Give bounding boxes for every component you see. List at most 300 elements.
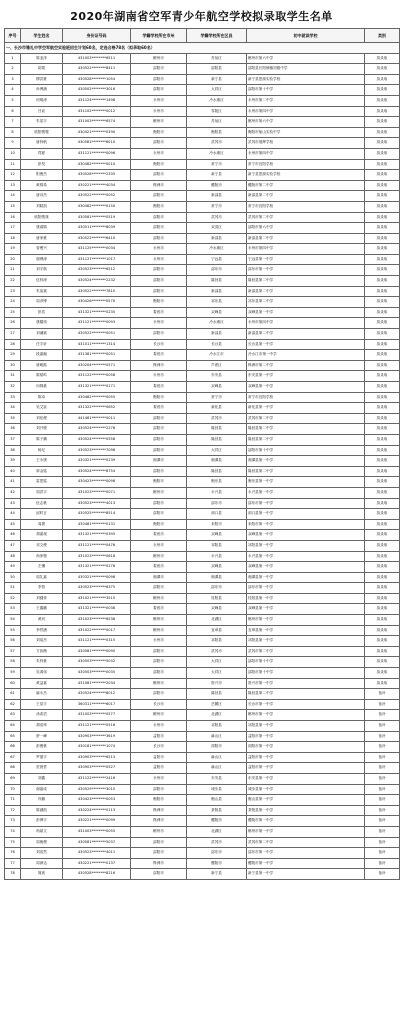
id-number-cell: 431121********0476	[63, 540, 131, 551]
city-cell: 邵阳市	[131, 138, 187, 149]
category-cell: 拟录取	[365, 127, 400, 138]
student-name-cell: 廖金铭	[21, 466, 63, 477]
id-number-cell: 430523********4013	[63, 498, 131, 509]
city-cell: 永州市	[131, 540, 187, 551]
id-number-cell: 430423********0098	[63, 477, 131, 488]
student-name-cell: 陈涵凯	[21, 805, 63, 816]
table-row	[5, 85, 400, 96]
district-cell: 冷水滩区	[187, 148, 247, 159]
school-cell: 益阳市第一中学	[247, 752, 365, 763]
school-cell: 新邵县第二中学	[247, 329, 365, 340]
id-number-cell: 431321********0235	[63, 307, 131, 318]
row-number-cell: 73	[5, 816, 21, 827]
category-cell: 拟录取	[365, 297, 400, 308]
category-cell: 备补	[365, 710, 400, 721]
row-number-cell: 11	[5, 159, 21, 170]
category-cell: 拟录取	[365, 265, 400, 276]
school-cell: 宁远县第一中学	[247, 254, 365, 265]
table-row	[5, 212, 400, 223]
city-cell: 娄底市	[131, 562, 187, 573]
category-cell: 拟录取	[365, 657, 400, 668]
city-cell: 邵阳市	[131, 170, 187, 181]
city-cell: 郴州市	[131, 593, 187, 604]
table-row	[5, 763, 400, 774]
student-name-cell: 任宇轩	[21, 339, 63, 350]
city-cell: 衡阳市	[131, 795, 187, 806]
school-cell: 郴州市第一中学	[247, 615, 365, 626]
student-name-cell: 谢博涛	[21, 254, 63, 265]
row-number-cell: 77	[5, 858, 21, 869]
city-cell: 邵阳市	[131, 657, 187, 668]
category-cell: 拟录取	[365, 170, 400, 181]
id-number-cell: 430482********015X	[63, 201, 131, 212]
city-cell: 邵阳市	[131, 668, 187, 679]
student-name-cell: 方致衡	[21, 646, 63, 657]
category-cell: 拟录取	[365, 350, 400, 361]
student-name-cell: 吕宸	[21, 106, 63, 117]
category-cell: 拟录取	[365, 498, 400, 509]
student-name-cell: 陈韬鸣	[21, 371, 63, 382]
district-cell: 衡东县	[187, 477, 247, 488]
category-cell: 拟录取	[365, 604, 400, 615]
id-number-cell: 430523********7098	[63, 445, 131, 456]
id-number-cell: 431121********0516	[63, 721, 131, 732]
student-name-cell: 彭博宇	[21, 816, 63, 827]
row-number-cell: 58	[5, 657, 21, 668]
school-cell: 新化县第一中学	[247, 403, 365, 414]
student-name-cell: 刘佳俊	[21, 413, 63, 424]
city-cell: 益阳市	[131, 731, 187, 742]
table-row	[5, 498, 400, 509]
category-cell: 拟录取	[365, 106, 400, 117]
school-cell: 祁阳县第一中学	[247, 540, 365, 551]
student-name-cell: 康睿锦	[21, 223, 63, 234]
student-name-cell: 邱时言	[21, 509, 63, 520]
id-number-cell: 430204********0571	[63, 360, 131, 371]
id-number-cell: 430423********0053	[63, 795, 131, 806]
table-row	[5, 265, 400, 276]
student-name-cell: 尚家骏	[21, 551, 63, 562]
row-number-cell: 4	[5, 85, 21, 96]
district-cell: 赫山区	[187, 731, 247, 742]
school-cell: 隆回县第二中学	[247, 689, 365, 700]
row-number-cell: 59	[5, 668, 21, 679]
school-cell: 浏阳市第一中学	[247, 742, 365, 753]
district-cell: 新邵县	[187, 191, 247, 202]
student-name-cell: 周捷	[21, 519, 63, 530]
city-cell: 娄底市	[131, 403, 187, 414]
row-number-cell: 76	[5, 848, 21, 859]
table-row	[5, 805, 400, 816]
school-cell: 永州市第四中学	[247, 106, 365, 117]
id-number-cell: 430528********1054	[63, 74, 131, 85]
city-cell: 株洲市	[131, 180, 187, 191]
student-name-cell: 陈亚泽	[21, 53, 63, 64]
city-cell: 娄底市	[131, 350, 187, 361]
id-number-cell: 431121********0093	[63, 318, 131, 329]
city-cell: 衡阳市	[131, 201, 187, 212]
district-cell: 洞口县	[187, 509, 247, 520]
city-cell: 邵阳市	[131, 223, 187, 234]
category-cell: 备补	[365, 731, 400, 742]
school-cell: 永州市第二中学	[247, 95, 365, 106]
school-cell: 醴陵市第一中学	[247, 816, 365, 827]
id-number-cell: 430581********0090	[63, 646, 131, 657]
district-cell: 隆回县	[187, 466, 247, 477]
district-cell: 邵东市	[187, 498, 247, 509]
district-cell: 冷水江市	[187, 350, 247, 361]
category-cell: 备补	[365, 826, 400, 837]
student-name-cell: 周润达	[21, 858, 63, 869]
city-cell: 邵阳市	[131, 329, 187, 340]
district-cell: 祁阳县	[187, 540, 247, 551]
city-cell: 郴州市	[131, 710, 187, 721]
category-cell: 拟录取	[365, 456, 400, 467]
table-row	[5, 519, 400, 530]
table-row	[5, 710, 400, 721]
table-row	[5, 403, 400, 414]
category-cell: 备补	[365, 742, 400, 753]
school-cell: 永兴县第一中学	[247, 487, 365, 498]
column-header: 学生姓名	[21, 29, 63, 43]
school-cell: 隆回县第二中学	[247, 424, 365, 435]
row-number-cell: 72	[5, 805, 21, 816]
school-cell: 衡东县第一中学	[247, 477, 365, 488]
city-cell: 邵阳市	[131, 276, 187, 287]
id-number-cell: 430903********6513	[63, 752, 131, 763]
city-cell: 益阳市	[131, 752, 187, 763]
city-cell: 邵阳市	[131, 869, 187, 880]
row-number-cell: 66	[5, 742, 21, 753]
row-number-cell: 27	[5, 329, 21, 340]
student-name-cell: 刘健蒂	[21, 593, 63, 604]
school-cell: 益阳市第一中学	[247, 731, 365, 742]
student-name-cell: 胡果	[21, 64, 63, 75]
category-cell: 备补	[365, 837, 400, 848]
id-number-cell: 430523********4011	[63, 848, 131, 859]
city-cell: 邵阳市	[131, 233, 187, 244]
table-row	[5, 625, 400, 636]
student-name-cell: 阳俊杰	[21, 170, 63, 181]
table-row	[5, 297, 400, 308]
district-cell: 双峰县	[187, 604, 247, 615]
school-cell: 永兴县第一中学	[247, 551, 365, 562]
category-cell: 备补	[365, 752, 400, 763]
table-row	[5, 456, 400, 467]
table-row	[5, 286, 400, 297]
id-number-cell: 430525********8514	[63, 509, 131, 520]
category-cell: 拟录取	[365, 636, 400, 647]
category-cell: 拟录取	[365, 540, 400, 551]
school-cell: 邵东市第一中学	[247, 265, 365, 276]
category-cell: 拟录取	[365, 64, 400, 75]
school-cell: 常宁市宜阳学校	[247, 159, 365, 170]
id-number-cell: 431102********0012	[63, 106, 131, 117]
row-number-cell: 1	[5, 53, 21, 64]
district-cell: 冷水滩区	[187, 318, 247, 329]
student-name-cell: 李哲涵	[21, 625, 63, 636]
school-cell: 醴陵市第二中学	[247, 180, 365, 191]
school-cell: 新宁县第一中学	[247, 869, 365, 880]
student-name-cell: 尚斌文	[21, 826, 63, 837]
table-row	[5, 276, 400, 287]
student-name-cell: 王星宇	[21, 699, 63, 710]
table-row	[5, 95, 400, 106]
row-number-cell: 44	[5, 509, 21, 520]
category-cell: 拟录取	[365, 254, 400, 265]
id-number-cell: 431023********0071	[63, 487, 131, 498]
district-cell: 浏阳市	[187, 742, 247, 753]
student-name-cell: 朱星宇	[21, 117, 63, 128]
category-cell: 拟录取	[365, 509, 400, 520]
id-number-cell: 430903********3619	[63, 731, 131, 742]
city-cell: 株洲市	[131, 858, 187, 869]
category-cell: 备补	[365, 721, 400, 732]
row-number-cell: 48	[5, 551, 21, 562]
id-number-cell: 430524********2232	[63, 276, 131, 287]
table-row	[5, 636, 400, 647]
id-number-cell: 430903********0527	[63, 763, 131, 774]
district-cell: 醴陵市	[187, 180, 247, 191]
district-cell: 武冈市	[187, 837, 247, 848]
column-header: 学籍学校所在市州	[131, 29, 187, 43]
table-row	[5, 562, 400, 573]
table-row	[5, 540, 400, 551]
school-cell: 邵阳市第十中学	[247, 85, 365, 96]
district-cell: 长沙县	[187, 339, 247, 350]
category-cell: 拟录取	[365, 371, 400, 382]
row-number-cell: 36	[5, 424, 21, 435]
city-cell: 湘潭市	[131, 572, 187, 583]
row-number-cell: 30	[5, 360, 21, 371]
id-number-cell: 430221********0099	[63, 816, 131, 827]
id-number-cell: 430524********8012	[63, 689, 131, 700]
student-name-cell: 朱宸斌	[21, 286, 63, 297]
city-cell: 益阳市	[131, 763, 187, 774]
school-cell: 双峰县第一中学	[247, 530, 365, 541]
city-cell: 永州市	[131, 773, 187, 784]
row-number-cell: 52	[5, 593, 21, 604]
id-number-cell: 431021********3515	[63, 593, 131, 604]
student-name-cell: 罗蔓宇	[21, 752, 63, 763]
category-cell: 备补	[365, 699, 400, 710]
city-cell: 衡阳市	[131, 477, 187, 488]
row-number-cell: 34	[5, 403, 21, 414]
column-header: 身份证号码	[63, 29, 131, 43]
school-cell: 新邵县第二中学	[247, 233, 365, 244]
district-cell: 新宁县	[187, 170, 247, 181]
district-cell: 邵东市	[187, 583, 247, 594]
district-cell: 武冈市	[187, 413, 247, 424]
school-cell: 邵东市第一中学	[247, 848, 365, 859]
student-name-cell: 杨玘	[21, 445, 63, 456]
category-cell: 拟录取	[365, 339, 400, 350]
row-number-cell: 39	[5, 456, 21, 467]
category-cell: 拟录取	[365, 434, 400, 445]
student-name-cell: 黄锦希	[21, 180, 63, 191]
district-cell: 隆回县	[187, 434, 247, 445]
row-number-cell: 38	[5, 445, 21, 456]
district-cell: 祁东县	[187, 297, 247, 308]
table-row	[5, 434, 400, 445]
table-row	[5, 657, 400, 668]
id-number-cell: 430522********641X	[63, 233, 131, 244]
student-name-cell: 孙博涵	[21, 85, 63, 96]
table-row	[5, 445, 400, 456]
student-name-cell: 周洪宇	[21, 487, 63, 498]
student-name-cell: 彭俊豪	[21, 742, 63, 753]
row-number-cell: 16	[5, 212, 21, 223]
table-row	[5, 127, 400, 138]
id-number-cell: 431122********0058	[63, 371, 131, 382]
school-cell: 醴陵市第一中学	[247, 858, 365, 869]
city-cell: 长沙市	[131, 742, 187, 753]
id-number-cell: 430221********0137	[63, 858, 131, 869]
id-number-cell: 430221********4034	[63, 180, 131, 191]
table-row	[5, 360, 400, 371]
school-cell: 郴州市第一中学	[247, 710, 365, 721]
row-number-cell: 41	[5, 477, 21, 488]
district-cell: 祁阳县	[187, 636, 247, 647]
district-cell: 桂阳县	[187, 593, 247, 604]
id-number-cell: 431321********0276	[63, 562, 131, 573]
row-number-cell: 26	[5, 318, 21, 329]
category-cell: 拟录取	[365, 53, 400, 64]
city-cell: 娄底市	[131, 530, 187, 541]
table-row	[5, 424, 400, 435]
id-number-cell: 430522********0051	[63, 329, 131, 340]
header-row	[5, 29, 400, 43]
school-cell: 益阳市第一中学	[247, 763, 365, 774]
city-cell: 邵阳市	[131, 445, 187, 456]
district-cell: 邵东市	[187, 848, 247, 859]
category-cell: 拟录取	[365, 646, 400, 657]
table-row	[5, 382, 400, 393]
table-row	[5, 699, 400, 710]
school-cell: 株洲市第二中学	[247, 360, 365, 371]
table-row	[5, 795, 400, 806]
school-cell: 双峰县第一中学	[247, 382, 365, 393]
row-number-cell: 25	[5, 307, 21, 318]
row-number-cell: 53	[5, 604, 21, 615]
row-number-cell: 51	[5, 583, 21, 594]
district-cell: 苏仙区	[187, 53, 247, 64]
school-cell: 郴州市第一中学	[247, 826, 365, 837]
id-number-cell: 430481********0131	[63, 519, 131, 530]
category-cell: 拟录取	[365, 233, 400, 244]
id-number-cell: 431125********0034	[63, 244, 131, 255]
district-cell: 隆回县	[187, 689, 247, 700]
id-number-cell: 430581********5037	[63, 837, 131, 848]
district-cell: 东安县	[187, 773, 247, 784]
district-cell: 湘潭县	[187, 572, 247, 583]
student-name-cell: 肖鹏	[21, 795, 63, 806]
category-cell: 拟录取	[365, 668, 400, 679]
district-cell: 双清区	[187, 223, 247, 234]
city-cell: 邵阳市	[131, 85, 187, 96]
row-number-cell: 43	[5, 498, 21, 509]
id-number-cell: 431121********0096	[63, 148, 131, 159]
row-number-cell: 23	[5, 286, 21, 297]
district-cell: 北湖区	[187, 826, 247, 837]
school-cell: 邵阳市第十中学	[247, 445, 365, 456]
table-row	[5, 826, 400, 837]
id-number-cell: 430321********0239	[63, 456, 131, 467]
city-cell: 郴州市	[131, 551, 187, 562]
table-row	[5, 223, 400, 234]
table-row	[5, 689, 400, 700]
row-number-cell: 45	[5, 519, 21, 530]
school-cell: 湘潭县第一中学	[247, 572, 365, 583]
city-cell: 湘潭市	[131, 456, 187, 467]
school-cell: 永州市第四中学	[247, 148, 365, 159]
school-cell: 武冈市第二中学	[247, 413, 365, 424]
student-name-cell: 谢嘉成	[21, 784, 63, 795]
student-name-cell: 陈卓	[21, 392, 63, 403]
student-name-cell: 刘开骏	[21, 424, 63, 435]
school-cell: 武冈市第二中学	[247, 837, 365, 848]
city-cell: 郴州市	[131, 625, 187, 636]
row-number-cell: 33	[5, 392, 21, 403]
category-cell: 拟录取	[365, 159, 400, 170]
id-number-cell: 430503********0035	[63, 668, 131, 679]
student-name-cell: 刘鑫	[21, 773, 63, 784]
district-cell: 邵阳县	[187, 64, 247, 75]
district-cell: 城步县	[187, 784, 247, 795]
table-row	[5, 201, 400, 212]
category-cell: 备补	[365, 858, 400, 869]
row-number-cell: 69	[5, 773, 21, 784]
city-cell: 衡阳市	[131, 519, 187, 530]
student-name-cell: 刘宇航	[21, 265, 63, 276]
city-cell: 永州市	[131, 318, 187, 329]
school-cell: 武冈市第二中学	[247, 646, 365, 657]
table-row	[5, 530, 400, 541]
category-cell: 备补	[365, 848, 400, 859]
city-cell: 邵阳市	[131, 784, 187, 795]
id-number-cell: 430321********0098	[63, 572, 131, 583]
category-cell: 备补	[365, 816, 400, 827]
school-cell: 祁阳县第一中学	[247, 721, 365, 732]
id-number-cell: 431003********6574	[63, 117, 131, 128]
row-number-cell: 61	[5, 689, 21, 700]
category-cell: 拟录取	[365, 276, 400, 287]
table-row	[5, 487, 400, 498]
table-row	[5, 678, 400, 689]
table-row	[5, 551, 400, 562]
category-cell: 拟录取	[365, 403, 400, 414]
city-cell: 娄底市	[131, 382, 187, 393]
table-row	[5, 233, 400, 244]
category-cell: 拟录取	[365, 572, 400, 583]
table-row	[5, 254, 400, 265]
student-name-cell: 欧阳骏晟	[21, 212, 63, 223]
category-cell: 拟录取	[365, 562, 400, 573]
table-row	[5, 742, 400, 753]
row-number-cell: 14	[5, 191, 21, 202]
city-cell: 邵阳市	[131, 286, 187, 297]
table-row	[5, 858, 400, 869]
table-row	[5, 572, 400, 583]
school-cell: 新宁县思源实验学校	[247, 170, 365, 181]
id-number-cell: 431121********0315	[63, 636, 131, 647]
row-number-cell: 63	[5, 710, 21, 721]
id-number-cell: 431124********1498	[63, 95, 131, 106]
category-cell: 备补	[365, 773, 400, 784]
row-number-cell: 74	[5, 826, 21, 837]
table-row	[5, 668, 400, 679]
school-cell: 东安县第一中学	[247, 773, 365, 784]
